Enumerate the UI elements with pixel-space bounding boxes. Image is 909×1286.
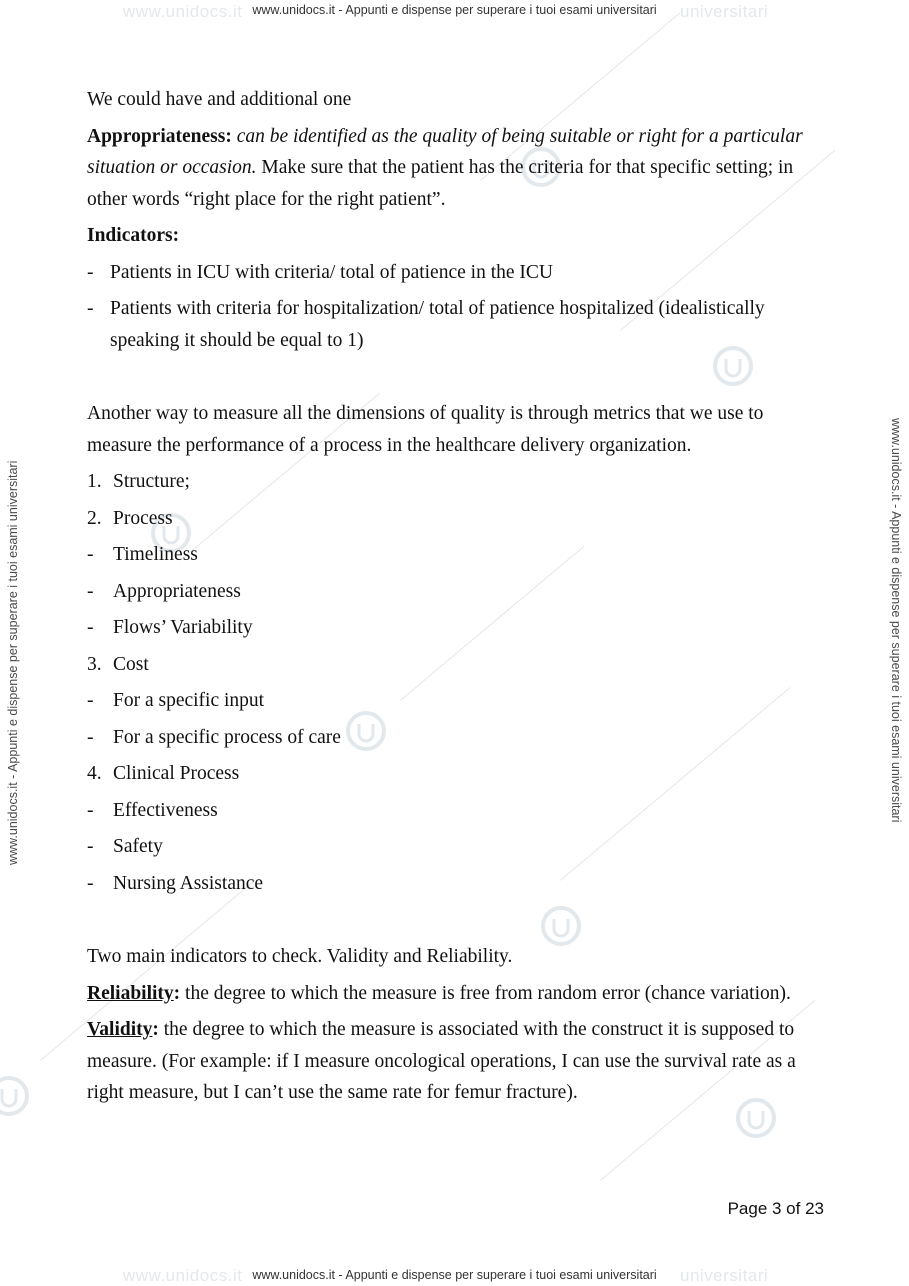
- appropriateness-definition: can be identified as the quality of being suitable or right for a particular situation or occasion.: [87, 125, 803, 178]
- watermark-side-left: www.unidocs.it - Appunti e dispense per superare i tuoi esami universitari: [6, 460, 20, 865]
- watermark-footer: www.unidocs.it - Appunti e dispense per superare i tuoi esami universitari: [252, 1268, 657, 1282]
- dash-bullet: -: [87, 298, 94, 319]
- metric-item: 1. Structure;: [87, 471, 190, 492]
- watermark-ghost-text: universitari: [680, 2, 769, 21]
- validity-term: Validity: [87, 1019, 153, 1040]
- metric-item: 2. Process: [87, 507, 173, 529]
- watermark-logo-icon: [0, 1075, 30, 1117]
- metric-item: 3. Cost: [87, 653, 149, 675]
- watermark-ghost-text: universitari: [680, 1266, 769, 1285]
- two-indicators-paragraph: Two main indicators to check. Validity and Reliability.: [87, 946, 513, 967]
- intro-paragraph: We could have and additional one: [87, 89, 352, 110]
- metric-item: - For a specific input: [87, 690, 265, 711]
- metric-item: - Nursing Assistance: [87, 872, 264, 894]
- metric-item: - Appropriateness: [87, 580, 241, 602]
- dash-bullet: -: [87, 261, 94, 283]
- reliability-paragraph: Reliability: the degree to which the measure is free from random error (chance variation).: [87, 982, 791, 1004]
- metric-item: - Safety: [87, 836, 163, 857]
- metric-item: - Timeliness: [87, 544, 198, 565]
- metric-item: - For a specific process of care: [87, 726, 341, 748]
- watermark-ghost-text: www.unidocs.it: [123, 2, 243, 21]
- watermark-header: www.unidocs.it - Appunti e dispense per superare i tuoi esami universitari: [252, 3, 657, 17]
- metrics-intro-paragraph: Another way to measure all the dimensions of quality is through metrics that we use to measure the performance of a process in the healthcare delivery organization.: [87, 403, 764, 456]
- reliability-term: Reliability: [87, 982, 174, 1004]
- metric-item: 4. Clinical Process: [87, 763, 240, 784]
- metric-item: - Flows’ Variability: [87, 617, 253, 638]
- watermark-ghost-text: www.unidocs.it: [123, 1266, 243, 1285]
- appropriateness-paragraph: [87, 121, 827, 216]
- appropriateness-term: Appropriateness:: [87, 125, 232, 147]
- indicators-heading: Indicators:: [87, 225, 180, 246]
- reliability-text: the degree to which the measure is free from random error (chance variation).: [180, 982, 791, 1004]
- indicator-item: - Patients with criteria for hospitalization/ total of patience hospitalized (idealistically speaking it should be equal to 1): [87, 293, 827, 356]
- indicator-item: - Patients in ICU with criteria/ total of patience in the ICU: [87, 257, 827, 289]
- validity-text: the degree to which the measure is associated with the construct it is supposed to measure. (For example: if I measure oncological operations, I can use the survival rate as a right measure, but I can’t use the same rate for femur fracture).: [87, 1019, 796, 1103]
- document-body: [87, 84, 827, 1114]
- page-number: Page 3 of 23: [727, 1199, 824, 1218]
- metric-item: - Effectiveness: [87, 799, 218, 821]
- watermark-side-right: www.unidocs.it - Appunti e dispense per superare i tuoi esami universitari: [889, 418, 903, 823]
- validity-paragraph: Validity: the degree to which the measure is associated with the construct it is supposed to measure. (For example: if I measure oncological operations, I can use the survival rate as a right measure, but I can’t use the same rate for femur fracture).: [87, 1019, 796, 1103]
- appropriateness-text: Make sure that the patient has the criteria for that specific setting; in other words “right place for the right patient”.: [87, 157, 794, 210]
